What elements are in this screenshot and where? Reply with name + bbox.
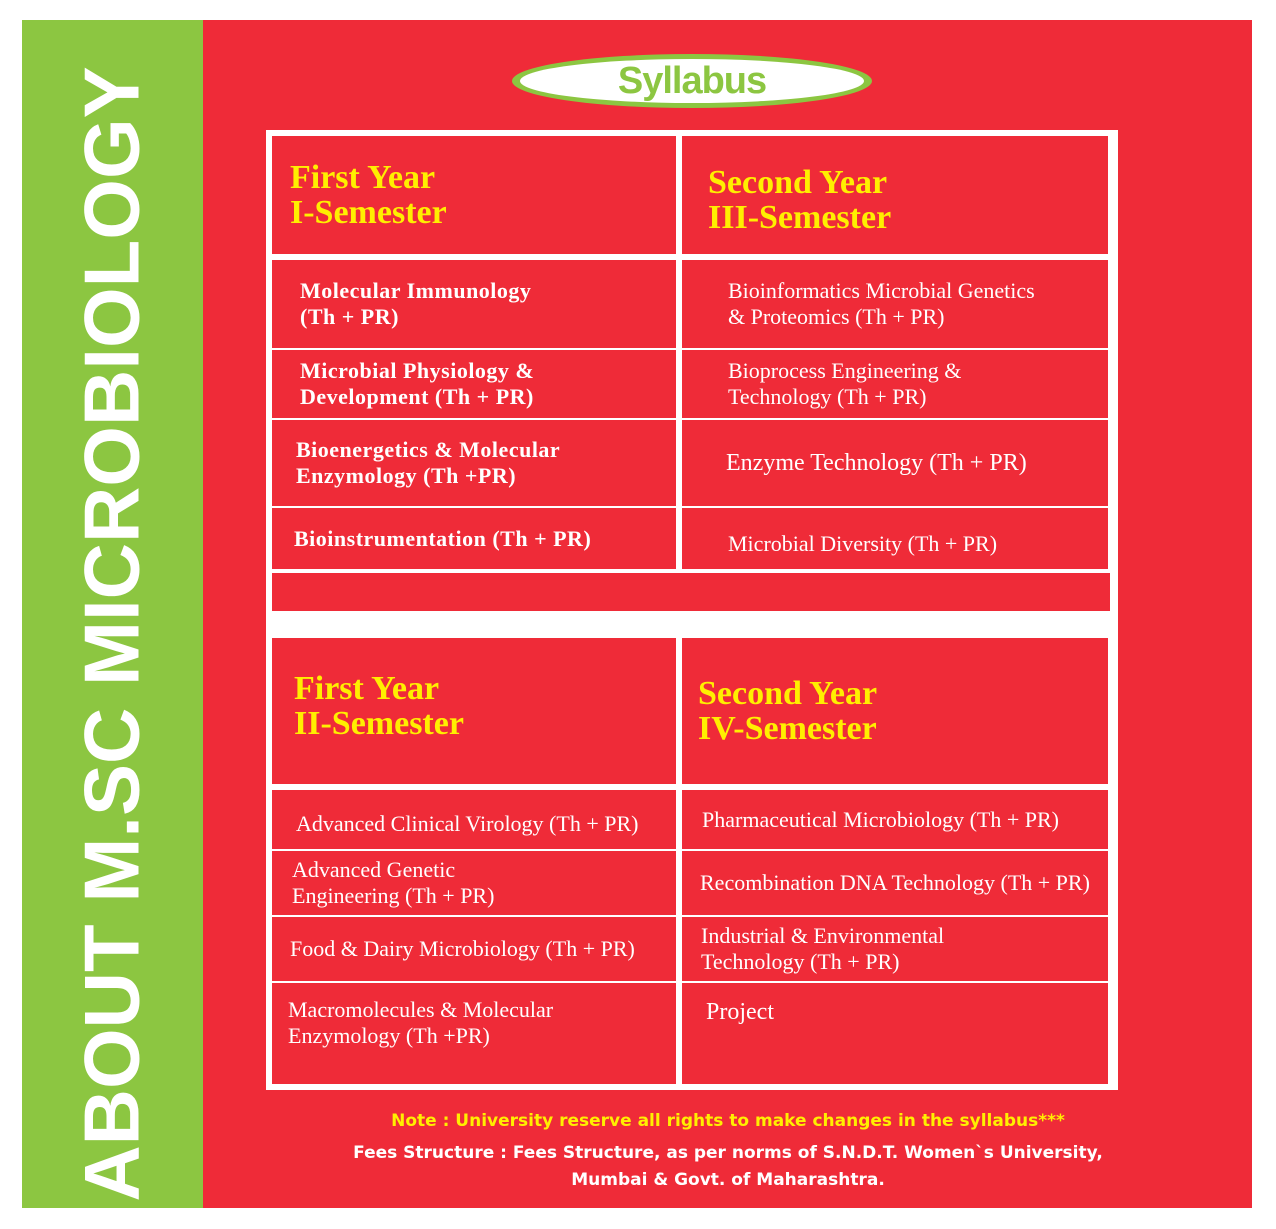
head-semester: IV-Semester [698,710,877,747]
course-label: Food & Dairy Microbiology (Th + PR) [290,936,635,961]
course-item [682,851,1108,915]
syllabus-pill-inner [520,59,864,103]
poster-frame [22,20,1252,1208]
course-label: Microbial Physiology & Development (Th + PR) [300,358,535,409]
course-item [682,420,1108,506]
course-item [272,790,676,849]
course-item [682,983,1108,1084]
course-label: Pharmaceutical Microbiology (Th + PR) [702,806,1059,832]
head-semester: I-Semester [290,194,447,231]
head-year: First Year [294,670,440,707]
fees-line-1: Fees Structure : Fees Structure, as per norms of S.N.D.T. Women`s University, [353,1143,1103,1163]
course-item [682,508,1108,569]
course-item [682,917,1108,981]
course-label: Project [706,999,774,1025]
fees-structure [204,1140,1252,1194]
course-item [272,420,676,506]
syllabus-pill [512,54,872,108]
course-item [272,983,676,1084]
head-first-year-sem1 [272,136,676,254]
fees-line-2: Mumbai & Govt. of Maharashtra. [571,1170,885,1190]
course-label: Recombination DNA Technology (Th + PR) [700,870,1090,895]
head-year: First Year [290,159,436,196]
syllabus-label: Syllabus [617,59,767,102]
head-year: Second Year [708,164,888,201]
syllabus-note: Note : University reserve all rights to make changes in the syllabus*** [391,1111,1065,1131]
side-title: ABOUT M.SC MICROBIOLOGY [67,66,156,1202]
head-first-year-sem2 [272,638,676,784]
course-label: Bioenergetics & Molecular Enzymology (Th +PR) [296,437,561,488]
syllabus-grid [266,130,1118,1090]
section-divider [272,573,1110,611]
head-second-year-sem4 [682,638,1108,784]
course-label: Enzyme Technology (Th + PR) [726,450,1027,476]
course-label: Advanced Clinical Virology (Th + PR) [296,810,639,836]
course-item [272,508,676,569]
course-label: Bioinformatics Microbial Genetics & Proteomics (Th + PR) [728,278,1035,329]
course-label: Industrial & Environmental Technology (Th + PR) [701,923,945,974]
course-item [682,350,1108,418]
course-item [272,260,676,348]
course-label: Advanced Genetic Engineering (Th + PR) [292,857,495,908]
course-label: Bioprocess Engineering & Technology (Th + PR) [728,358,962,409]
course-item [272,851,676,915]
head-year: Second Year [698,675,878,712]
side-band [22,20,203,1208]
course-item [272,350,676,418]
course-label: Molecular Immunology (Th + PR) [300,278,532,329]
course-item [272,917,676,981]
head-second-year-sem3 [682,136,1108,254]
head-semester: II-Semester [294,705,464,742]
head-semester: III-Semester [708,199,892,236]
course-item [682,790,1108,849]
course-label: Bioinstrumentation (Th + PR) [294,525,592,551]
course-item [682,260,1108,348]
course-label: Microbial Diversity (Th + PR) [728,530,998,556]
course-label: Macromolecules & Molecular Enzymology (Th +PR) [288,997,554,1048]
